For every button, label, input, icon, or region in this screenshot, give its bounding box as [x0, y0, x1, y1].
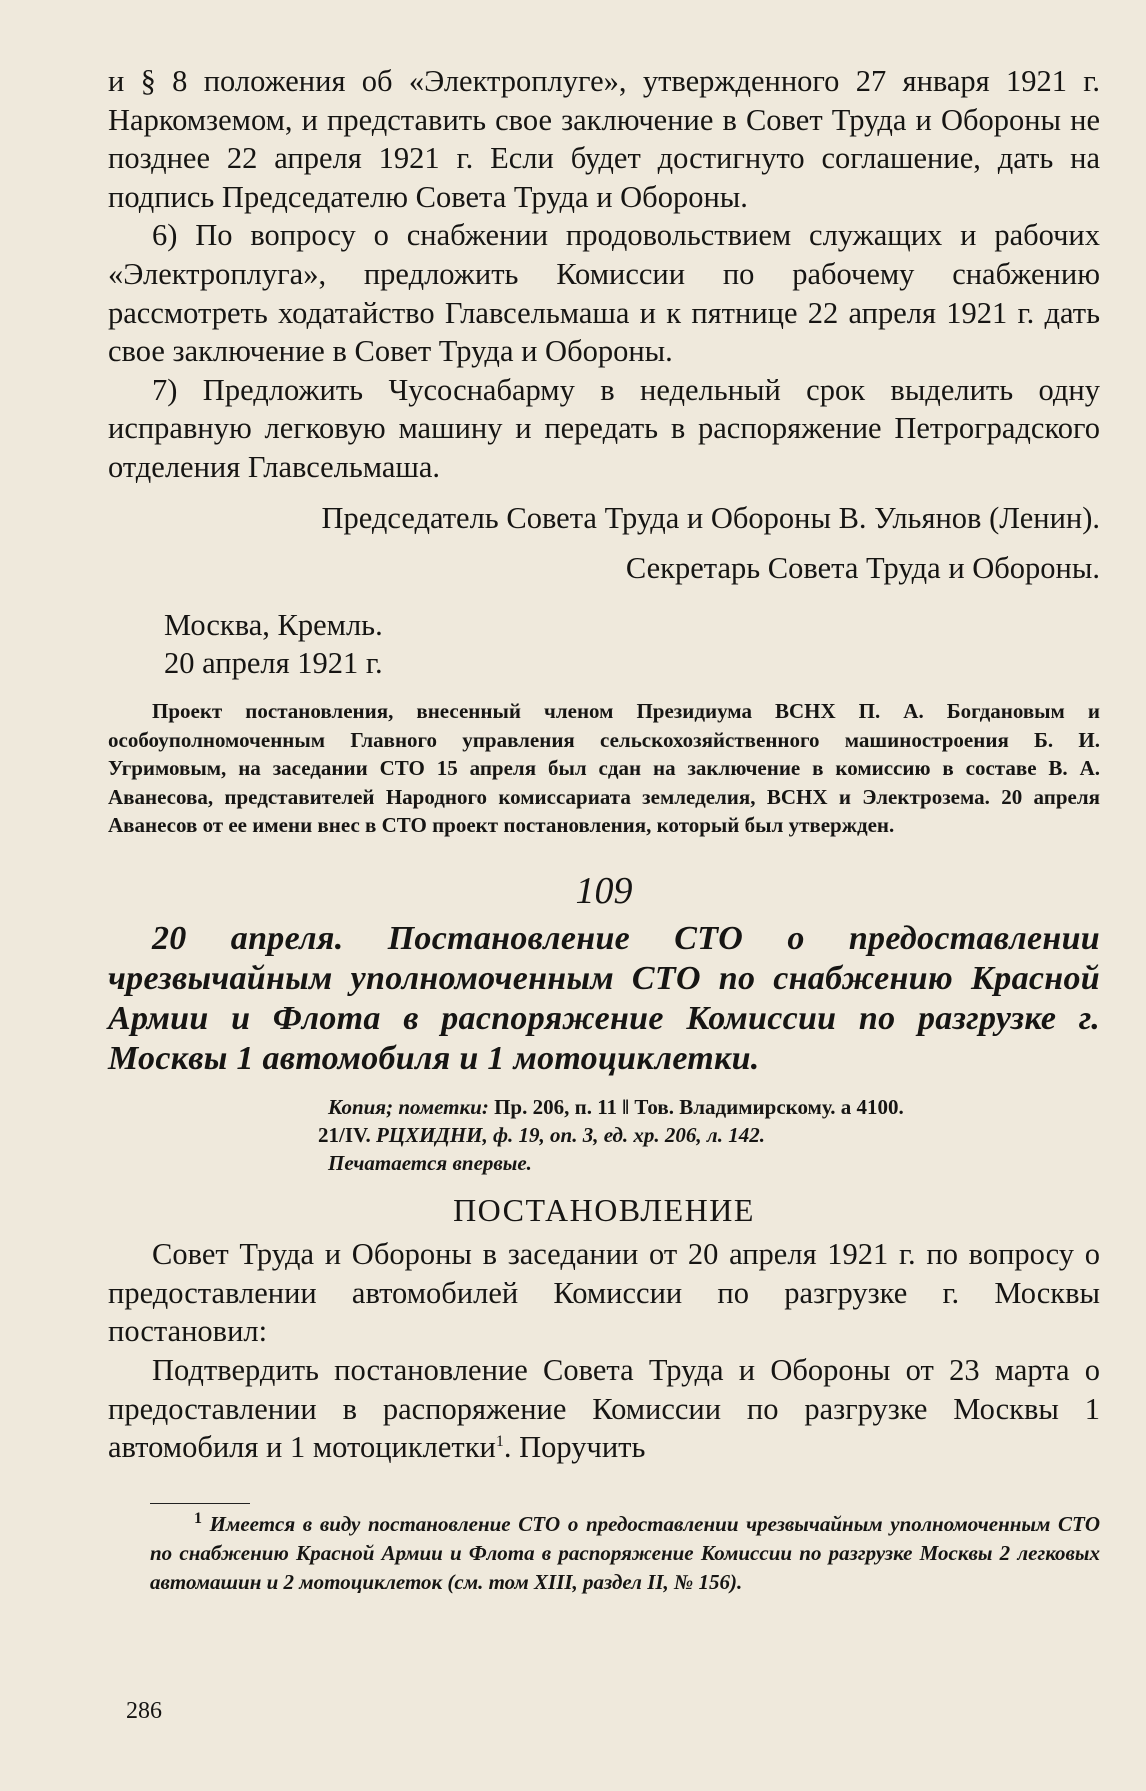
continued-paragraph: и § 8 положения об «Электроплуге», утвержденного 27 января 1921 г. Наркомземом, и представить свое заключение в Совет Труда и Обороны не позднее 22 апреля 1921 г. Если будет достигнуто соглашение, дать на подпись Председателю Совета Труда и Обороны.	[108, 64, 1100, 214]
section-heading: ПОСТАНОВЛЕНИЕ	[453, 1191, 755, 1228]
footnote-mark: 1	[194, 1510, 202, 1527]
editorial-note: Проект постановления, внесенный членом Президиума ВСНХ П. А. Богдановым и особоуполномоченным Главного управления сельскохозяйственного машиностроения Б. И. Угримовым, на заседании СТО 15 апреля был сдан на заключение в комиссию в составе В. А. Аванесова, представителей Народного комиссариата земледелия, ВСНХ и Электрозема. 20 апреля Аванесов от ее имени внес в СТО проект постановления, который был утвержден.	[108, 698, 1100, 838]
decision-paragraph-2: Подтвердить постановление Совета Труда и Обороны от 23 марта о предоставлении в распоряжение Комиссии по разгрузке Москвы 1 автомобиля и 1 мотоциклетки$^1$. Поручить	[108, 1352, 1100, 1465]
place-line: Москва, Кремль.	[164, 607, 383, 642]
footnote-ref: 1	[495, 1433, 504, 1450]
footnote-text: $^1$ Имеется в виду постановление СТО о предоставлении чрезвычайным уполномоченным СТО по снабжению Красной Армии и Флота в распоряжение Комиссии по разгрузке Москвы 2 легковых автомашин и 2 мотоциклеток (см. том XIII, раздел II, № 156).	[150, 1510, 1100, 1594]
date-line: 20 апреля 1921 г.	[164, 646, 383, 681]
document-number: 109	[575, 870, 633, 912]
meta-marks: Пр. 206, п. 11 ‖ Тов. Владимирскому. а 4100.	[494, 1094, 904, 1119]
document-109	[108, 872, 1100, 1467]
meta-line-2	[318, 1121, 1100, 1149]
item-6: 6) По вопросу о снабжении продовольствием служащих и рабочих «Электроплуга», предложить Комиссии по рабочему снабжению рассмотреть ходатайство Главсельмаша и к пятнице 22 апреля 1921 г. дать свое заключение в Совет Труда и Обороны.	[108, 218, 1100, 369]
archival-meta	[108, 1093, 1100, 1177]
meta-date: 21/IV.	[318, 1122, 371, 1147]
top-block	[108, 62, 1100, 840]
decision-paragraph-1: Совет Труда и Обороны в заседании от 20 апреля 1921 г. по вопросу о предоставлении автомобилей Комиссии по разгрузке г. Москвы постановил:	[108, 1237, 1100, 1349]
page-number: 286	[126, 1698, 162, 1724]
footnote-rule	[150, 1503, 250, 1504]
item-7: 7) Предложить Чусоснабарму в недельный срок выделить одну исправную легковую машину и передать в распоряжение Петроградского отделения Главсельмаша.	[108, 372, 1100, 484]
secretary-signature: Секретарь Совета Труда и Обороны.	[625, 551, 1100, 586]
chairman-signature: Председатель Совета Труда и Обороны В. Ульянов (Ленин).	[321, 500, 1100, 535]
document-title: 20 апреля. Постановление СТО о предоставлении чрезвычайным уполномоченным СТО по снабжению Красной Армии и Флота в распоряжение Комиссии по разгрузке г. Москвы 1 автомобиля и 1 мотоциклетки.	[108, 919, 1100, 1077]
meta-label: Копия; пометки:	[328, 1094, 489, 1119]
archive-reference: РЦХИДНИ, ф. 19, оп. 3, ед. хр. 206, л. 142.	[375, 1122, 765, 1147]
footnote	[150, 1510, 1100, 1597]
meta-line-3: Печатается впервые.	[328, 1150, 532, 1175]
meta-line-1	[328, 1093, 1100, 1121]
